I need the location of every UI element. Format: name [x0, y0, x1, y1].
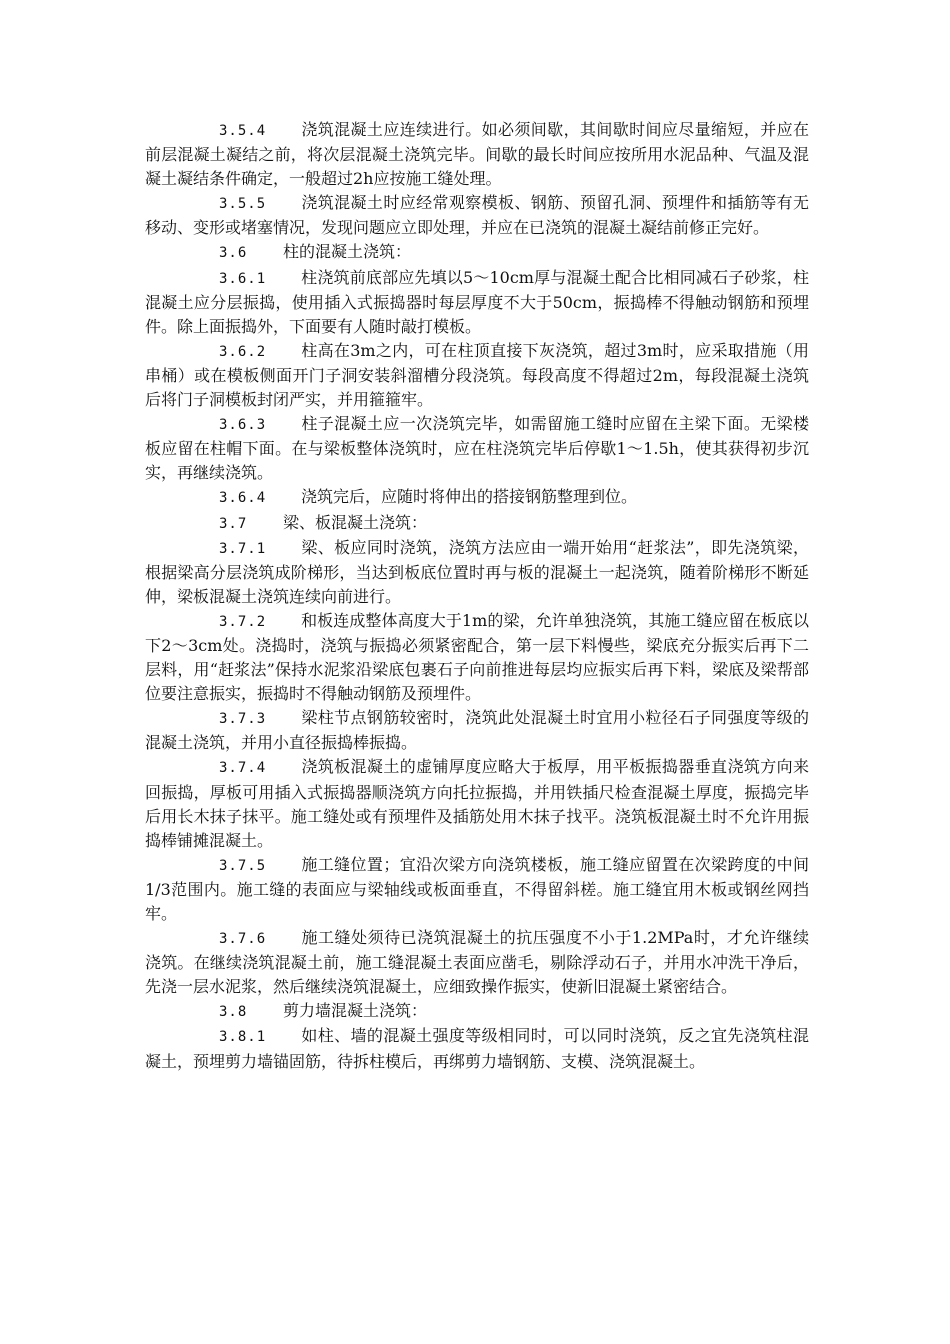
clause-text: 施工缝处须待已浇筑混凝土的抗压强度不小于1.2MPa时，才允许继续浇筑。在继续浇筑混凝土前，施工缝混凝土表面应凿毛，剔除浮动石子，并用水冲洗干净后，先浇一层水泥浆，然后继续浇筑混凝土，应细致操作振实，使新旧混凝土紧密结合。: [145, 928, 809, 997]
clause-3-5-5: [145, 191, 809, 240]
clause-3-7-2: [145, 609, 809, 706]
clause-text: 浇筑板混凝土的虚铺厚度应略大于板厚，用平板振捣器垂直浇筑方向来回振捣，厚板可用插入式振捣器顺浇筑方向托拉振捣，并用铁插尺检查混凝土厚度，振捣完毕后用长木抹子抹平。施工缝处或有预埋件及插筋处用木抹子找平。浇筑板混凝土时不允许用振捣棒铺摊混凝土。: [145, 757, 809, 850]
clause-number: 3.7.4: [219, 760, 267, 777]
clause-number: 3.6.1: [219, 270, 267, 287]
clause-3-6-1: [145, 266, 809, 339]
clause-3-6-4: [145, 485, 809, 510]
clause-3-7-3: [145, 706, 809, 755]
clause-number: 3.8.1: [219, 1029, 267, 1046]
clause-number: 3.7.5: [219, 857, 267, 874]
clause-text: 浇筑完后，应随时将伸出的搭接钢筋整理到位。: [301, 487, 638, 507]
section-number: 3.7: [219, 515, 248, 532]
section-title: 柱的混凝土浇筑：: [283, 242, 412, 262]
section-title: 剪力墙混凝土浇筑：: [283, 1001, 428, 1021]
clause-3-7-6: [145, 926, 809, 999]
clause-number: 3.6.2: [219, 343, 267, 360]
clause-text: 浇筑混凝土时应经常观察模板、钢筋、预留孔洞、预埋件和插筋等有无移动、变形或堵塞情况，发现问题应立即处理，并应在已浇筑的混凝土凝结前修正完好。: [145, 193, 809, 238]
clause-3-7-1: [145, 536, 809, 609]
clause-3-7-5: [145, 853, 809, 926]
clause-number: 3.7.6: [219, 931, 267, 948]
clause-number: 3.5.4: [219, 123, 267, 139]
section-heading-3-7: [145, 511, 809, 536]
clause-text: 梁柱节点钢筋较密时，浇筑此处混凝土时宜用小粒径石子同强度等级的混凝土浇筑，并用小直径振捣棒振捣。: [145, 708, 809, 753]
clause-number: 3.5.5: [219, 196, 267, 213]
section-heading-3-8: [145, 999, 809, 1024]
clause-number: 3.7.2: [219, 613, 267, 630]
clause-text: 和板连成整体高度大于1m的梁，允许单独浇筑，其施工缝应留在板底以下2～3cm处。浇捣时，浇筑与振捣必须紧密配合，第一层下料慢些，梁底充分振实后再下二层料，用“赶浆法”保持水泥浆沿梁底包裹石子向前推进每层均应振实后再下料，梁底及梁帮部位要注意振实，振捣时不得触动钢筋及预埋件。: [145, 610, 809, 704]
clause-text: 梁、板应同时浇筑，浇筑方法应由一端开始用“赶浆法”，即先浇筑梁，根据梁高分层浇筑成阶梯形，当达到板底位置时再与板的混凝土一起浇筑，随着阶梯形不断延伸，梁板混凝土浇筑连续向前进行。: [145, 537, 809, 606]
clause-text: 柱浇筑前底部应先填以5～10cm厚与混凝土配合比相同减石子砂浆，柱混凝土应分层振捣，使用插入式振捣器时每层厚度不大于50cm，振捣棒不得触动钢筋和预埋件。除上面振捣外，下面要有人随时敲打模板。: [145, 267, 809, 336]
clause-3-8-1: [145, 1024, 809, 1073]
clause-3-6-3: [145, 412, 809, 485]
clause-text: 柱高在3m之内，可在柱顶直接下灰浇筑，超过3m时，应采取措施（用串桶）或在模板侧面开门子洞安装斜溜槽分段浇筑。每段高度不得超过2m，每段混凝土浇筑后将门子洞模板封闭严实，并用箍箍牢。: [145, 340, 809, 410]
clause-3-7-4: [145, 755, 809, 852]
clause-number: 3.6.3: [219, 417, 267, 434]
clause-text: 浇筑混凝土应连续进行。如必须间歇，其间歇时间应尽量缩短，并应在前层混凝土凝结之前，将次层混凝土浇筑完毕。间歇的最长时间应按所用水泥品种、气温及混凝土凝结条件确定，一般超过2h应按施工缝处理。: [145, 120, 809, 189]
section-number: 3.6: [219, 245, 248, 262]
clause-text: 柱子混凝土应一次浇筑完毕，如需留施工缝时应留在主梁下面。无梁楼板应留在柱帽下面。在与梁板整体浇筑时，应在柱浇筑完毕后停歇1～1.5h，使其获得初步沉实，再继续浇筑。: [145, 414, 809, 483]
section-heading-3-6: [145, 240, 809, 265]
clause-text: 如柱、墙的混凝土强度等级相同时，可以同时浇筑，反之宜先浇筑柱混凝土，预埋剪力墙锚固筋，待拆柱模后，再绑剪力墙钢筋、支模、浇筑混凝土。: [145, 1026, 809, 1071]
clause-text: 施工缝位置；宜沿次梁方向浇筑楼板，施工缝应留置在次梁跨度的中间1/3范围内。施工缝的表面应与梁轴线或板面垂直，不得留斜槎。施工缝宜用木板或钢丝网挡牢。: [145, 854, 809, 923]
clause-number: 3.7.1: [219, 540, 267, 557]
clause-number: 3.6.4: [219, 490, 267, 507]
clause-number: 3.7.3: [219, 711, 267, 728]
document-body: [145, 118, 809, 1074]
clause-3-5-4: [145, 118, 809, 191]
section-title: 梁、板混凝土浇筑：: [283, 512, 428, 532]
clause-3-6-2: [145, 339, 809, 412]
section-number: 3.8: [219, 1004, 248, 1021]
